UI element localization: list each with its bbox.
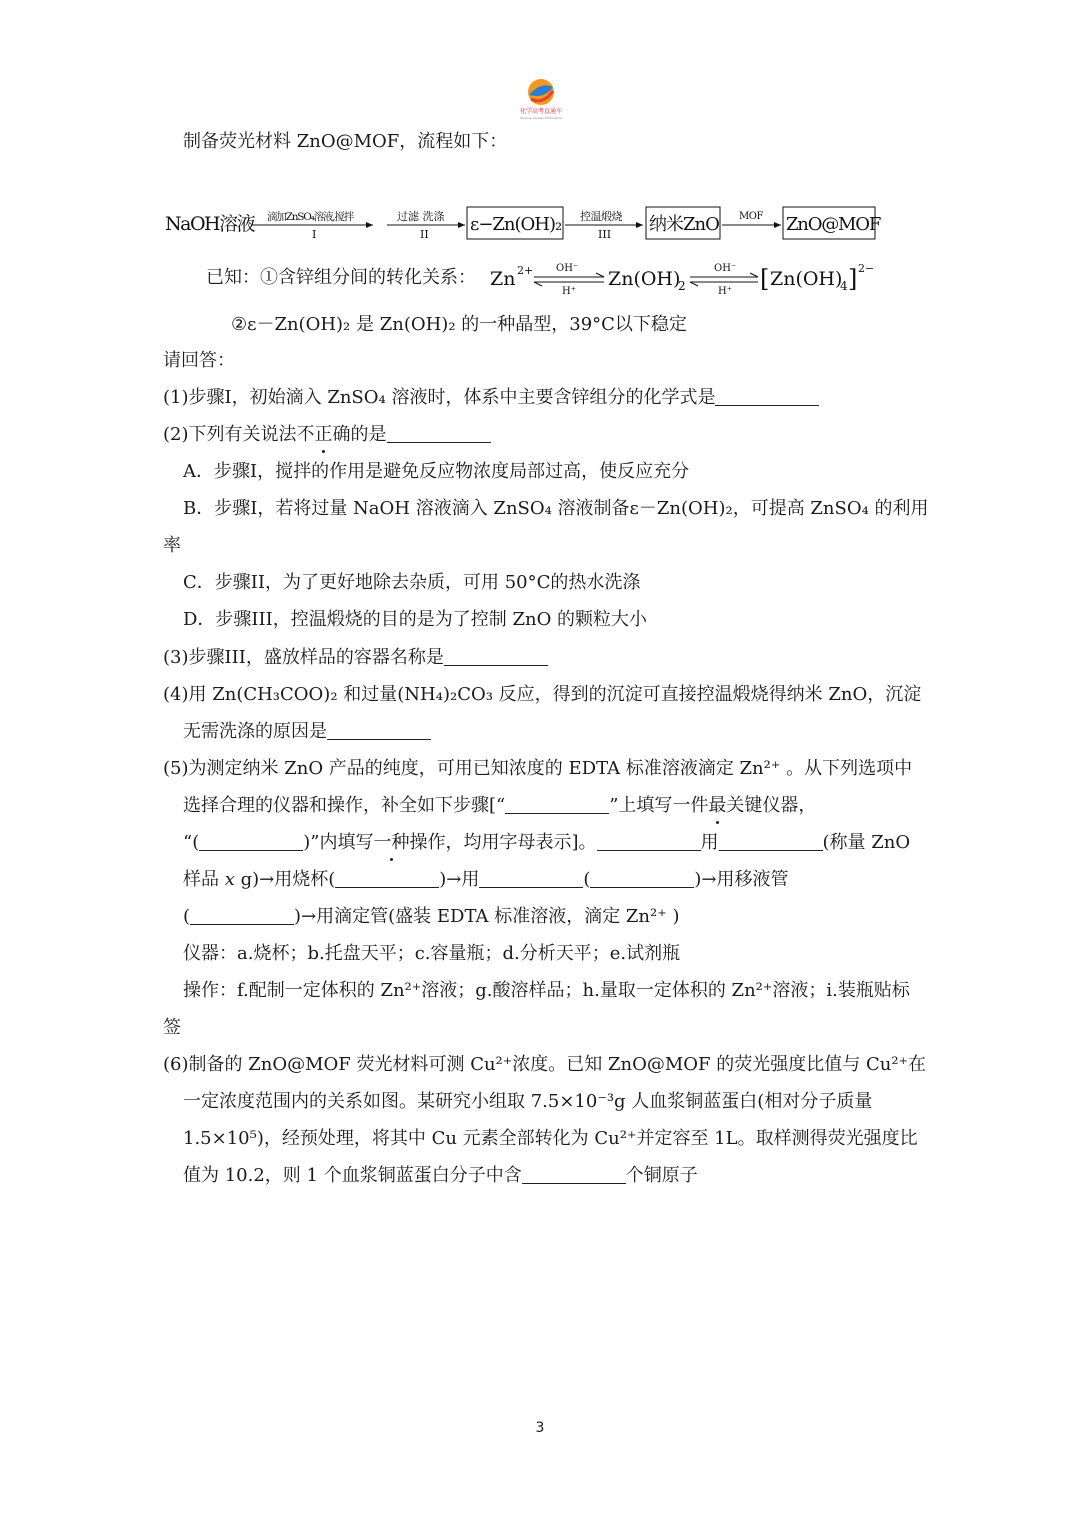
question-4-cont [183,720,431,744]
svg-text:2−: 2− [858,262,875,275]
known-item2: ②ε－Zn(OH)₂ 是 Zn(OH)₂ 的一种晶型，39°C以下稳定 [231,314,687,335]
answer-blank[interactable] [444,647,548,666]
question-3 [163,646,548,670]
option-b-cont: 率 [163,535,181,556]
text-fragment: ”上填写 [609,795,673,816]
svg-text:2: 2 [678,279,686,293]
svg-text:化学高考直通车: 化学高考直通车 [519,108,563,115]
flow-box3: ZnO@MOF [786,214,881,235]
text-fragment: 操作，均用字母表示]。 [409,832,597,853]
text-fragment: )→用滴定管(盛装 EDTA 标准溶液，滴定 Zn²⁺ ) [294,906,680,927]
qa-header: 请回答： [163,350,235,371]
question-1 [163,386,819,410]
emphasis-text: 一件最关键 [672,795,763,816]
flow-step1-label: 滴加ZnSO₄溶液,搅拌 [267,211,354,223]
text-fragment: 选择合理的仪器和操作，补全如下步骤[“ [183,795,506,816]
emphasis-text: 不正确 [296,424,351,445]
instruments-list: 仪器：a.烧杯；b.托盘天平；c.容量瓶；d.分析天平；e.试剂瓶 [183,943,681,964]
text-fragment: ( [583,869,591,890]
text-fragment: )→用移液管 [694,869,789,890]
text-fragment: “( [183,832,200,853]
text-fragment: 样品 [183,869,225,890]
process-flow-diagram [165,200,905,246]
question-5-line5 [183,905,679,929]
variable-x: x [224,869,235,890]
answer-blank[interactable] [505,795,609,814]
intro-text: 制备荧光材料 ZnO@MOF，流程如下： [183,131,508,152]
svg-text:4: 4 [840,279,848,293]
svg-text:Zn(OH): Zn(OH) [770,268,843,290]
question-1-text: (1)步骤I，初始滴入 ZnSO₄ 溶液时，体系中主要含锌组分的化学式是 [163,387,716,408]
question-5-line3 [183,831,910,855]
svg-text:OH⁻: OH⁻ [556,263,579,274]
text-fragment: ( [183,906,191,927]
text-fragment: )”内填写 [303,832,374,853]
logo [519,77,563,121]
svg-text:H⁺: H⁺ [562,286,576,297]
option-c: C．步骤II，为了更好地除去杂质，可用 50°C的热水洗涤 [183,572,641,593]
question-5-line4 [183,868,789,892]
flow-step4-label: MOF [739,211,763,222]
known-label [206,266,476,290]
question-4-text: 无需洗涤的原因是 [183,721,327,742]
svg-text:Zn: Zn [490,268,516,290]
equilibrium-equation [490,258,890,300]
question-4: (4)用 Zn(CH₃COO)₂ 和过量(NH₄)₂CO₃ 反应，得到的沉淀可直接控温煅烧得纳米 ZnO，沉淀 [163,684,922,705]
question-3-text: (3)步骤III，盛放样品的容器名称是 [163,647,444,668]
text-fragment: 用 [700,832,719,853]
answer-blank[interactable] [190,906,294,925]
operations-list: 操作：f.配制一定体积的 Zn²⁺溶液；g.酸溶样品；h.量取一定体积的 Zn²⁺溶液；i.装瓶贴标 [183,980,910,1001]
answer-blank[interactable] [327,721,431,740]
question-5: (5)为测定纳米 ZnO 产品的纯度，可用已知浓度的 EDTA 标准溶液滴定 Zn²⁺ 。从下列选项中 [163,758,913,779]
answer-blank[interactable] [387,424,491,443]
question-6-line4 [183,1164,698,1188]
question-2 [163,423,491,447]
known-label-text: 已知：①含锌组分间的转化关系： [206,267,476,288]
flow-box1: ε−Zn(OH)₂ [470,214,562,235]
answer-blank[interactable] [199,832,303,851]
flow-step2-num: II [420,228,429,241]
question-6-line3: 1.5×10⁵)，经预处理，将其中 Cu 元素全部转化为 Cu²⁺并定容至 1L。取样测得荧光强度比 [183,1128,918,1149]
svg-text:2+: 2+ [517,264,534,277]
operations-list-cont: 签 [163,1017,181,1038]
svg-text:[: [ [760,265,770,293]
option-d: D．步骤III，控温煅烧的目的是为了控制 ZnO 的颗粒大小 [183,609,648,630]
logo-icon [519,77,563,121]
svg-text:Zn(OH): Zn(OH) [608,268,681,290]
flow-step3-num: III [598,228,612,241]
answer-blank[interactable] [522,1165,626,1184]
question-6-line2: 一定浓度范围内的关系如图。某研究小组取 7.5×10⁻³g 人血浆铜蓝蛋白(相对分子质量 [183,1091,873,1112]
emphasis-text: 一种 [373,832,410,853]
flow-step2-label: 过滤 洗涤 [397,210,445,223]
flow-start: NaOH溶液 [165,213,255,235]
answer-blank[interactable] [719,832,823,851]
svg-text:Huaxue Gaokao Zhitongche: Huaxue Gaokao Zhitongche [520,116,562,120]
flow-step3-label: 控温煅烧 [580,210,622,223]
flow-box2: 纳米ZnO [649,214,719,235]
question-2-suffix: 的是 [350,424,387,445]
option-b: B．步骤I，若将过量 NaOH 溶液滴入 ZnSO₄ 溶液制备ε－Zn(OH)₂，可提高 ZnSO₄ 的利用 [183,498,929,519]
answer-blank[interactable] [479,869,583,888]
answer-blank[interactable] [597,832,701,851]
question-5-line2 [183,794,816,818]
text-fragment: 仪器， [762,795,817,816]
answer-blank[interactable] [715,387,819,406]
option-a: A．步骤I，搅拌的作用是避免反应物浓度局部过高，使反应充分 [183,461,690,482]
text-fragment: )→用 [439,869,480,890]
text-fragment: g)→用烧杯( [234,869,336,890]
question-2-prefix: (2)下列有关说法 [163,424,297,445]
question-6: (6)制备的 ZnO@MOF 荧光材料可测 Cu²⁺浓度。已知 ZnO@MOF 的荧光强度比值与 Cu²⁺在 [163,1054,927,1075]
flow-step1-num: I [312,228,317,241]
text-fragment: 值为 10.2，则 1 个血浆铜蓝蛋白分子中含 [183,1165,522,1186]
text-fragment: 个铜原子 [625,1165,698,1186]
answer-blank[interactable] [590,869,694,888]
answer-blank[interactable] [335,869,439,888]
svg-text:H⁺: H⁺ [718,286,732,297]
page-number: 3 [535,1420,545,1436]
svg-text:]: ] [848,265,858,293]
text-fragment: (称量 ZnO [822,832,911,853]
svg-text:OH⁻: OH⁻ [714,263,737,274]
